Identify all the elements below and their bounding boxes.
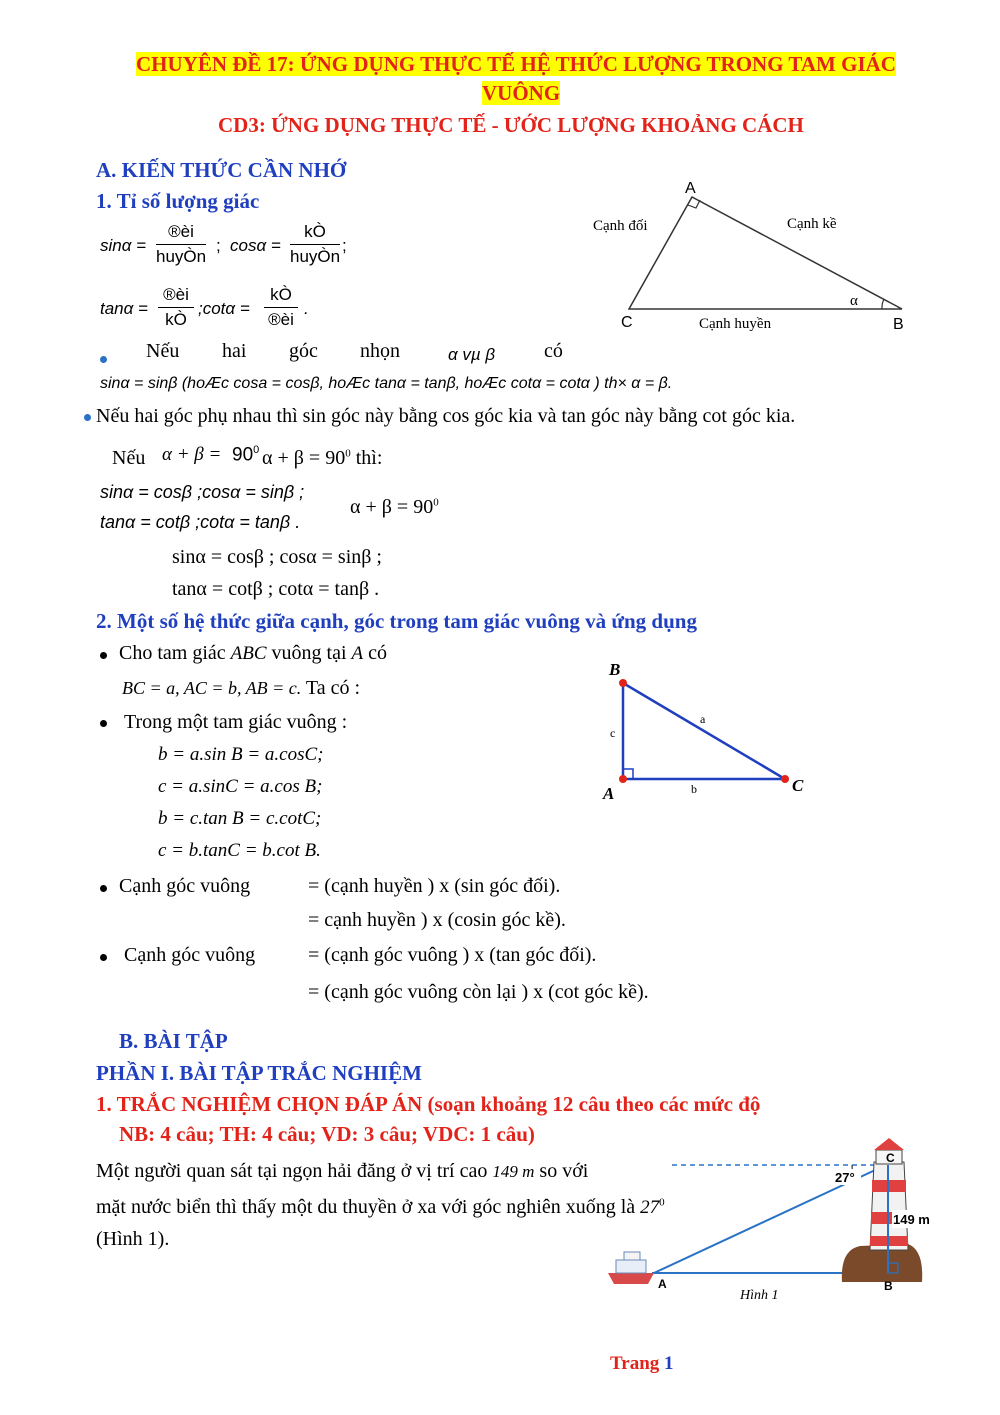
text-alpha-beta: α vµ β: [448, 345, 496, 364]
figure-lighthouse: [590, 1132, 940, 1312]
text-co: có: [544, 340, 563, 362]
point-b-label: B: [884, 1279, 893, 1293]
relation-row-4: tanα = cotβ ; cotα = tanβ .: [172, 578, 380, 600]
text-neu: Nếu: [146, 340, 180, 362]
vertex-a-label: A: [685, 180, 696, 197]
angle-27-label: 27°: [835, 1170, 855, 1185]
hypotenuse-label: Cạnh huyền: [699, 316, 772, 332]
vertex-a-label: A: [603, 784, 615, 803]
fraction-sin: ®èi huyÒn: [156, 222, 207, 266]
bullet: [84, 414, 91, 421]
relation-c-sin: c = a.sinC = a.cos B;: [158, 776, 323, 797]
side-a-label: a: [700, 712, 706, 726]
period: .: [304, 299, 309, 318]
triangle-given: Cho tam giác ABC vuông tại A có: [119, 642, 388, 664]
vertex-b-label: B: [609, 660, 621, 679]
text-nhon: nhọn: [360, 340, 400, 362]
bullet: [100, 954, 107, 961]
vertex-b-label: B: [893, 316, 904, 333]
separator: ;: [216, 236, 221, 255]
right-triangle-intro: Trong một tam giác vuông :: [124, 711, 348, 733]
relation-b-sin: b = a.sin B = a.cosC;: [158, 744, 324, 765]
complement-statement: Nếu hai góc phụ nhau thì sin góc này bằng cos góc kia và tan góc này bằng cot góc kia.: [96, 405, 796, 427]
multiple-choice-levels: NB: 4 câu; TH: 4 câu; VD: 3 câu; VDC: 1 câu): [119, 1122, 535, 1146]
vertex-c-label: C: [792, 776, 804, 795]
section-subtitle: CD3: ỨNG DỤNG THỰC TẾ - ƯỚC LƯỢNG KHOẢNG CÁCH: [218, 113, 804, 137]
subsection-1-title: 1. Tỉ số lượng giác: [96, 189, 260, 213]
leg-rule-2-label: Cạnh góc vuông: [124, 944, 256, 966]
problem-line-3: (Hình 1).: [96, 1228, 170, 1250]
problem-line-2: mặt nước biển thì thấy một du thuyền ở xa với góc nghiên xuống là $27^0$: [96, 1196, 665, 1218]
fraction-cos: kÒ huyÒn: [290, 222, 341, 266]
leg-rule-1-label: Cạnh góc vuông: [119, 875, 251, 897]
bullet: [100, 356, 107, 363]
relation-b-tan: b = c.tan B = c.cotC;: [158, 808, 322, 829]
part-1-title: PHẦN I. BÀI TẬP TRẮC NGHIỆM: [96, 1061, 422, 1085]
leg-rule-1a: = (cạnh huyền ) x (sin góc đối).: [308, 875, 561, 897]
alpha-angle-label: α: [850, 293, 858, 309]
point-c-label: C: [886, 1151, 895, 1165]
page-footer: Trang 1: [610, 1353, 674, 1374]
relation-row-1: sinα = cosβ ;cosα = sinβ ;: [100, 482, 305, 502]
chapter-title-line1: CHUYÊN ĐỀ 17: ỨNG DỤNG THỰC TẾ HỆ THỨC LƯỢNG TRONG TAM GIÁC: [136, 52, 896, 76]
chapter-title-line2: VUÔNG: [482, 81, 561, 105]
subsection-2-title: 2. Một số hệ thức giữa cạnh, góc trong tam giác vuông và ứng dụng: [96, 609, 697, 633]
ninety-value: $90^0$: [232, 444, 260, 466]
formula-sin-label: sinα =: [100, 236, 147, 255]
bullet: [100, 720, 107, 727]
relation-c-tan: c = b.tanC = b.cot B.: [158, 840, 321, 861]
leg-rule-2a: = (cạnh góc vuông ) x (tan góc đối).: [308, 944, 597, 966]
relation-side: $\alpha + \beta = 90^0$: [350, 496, 439, 518]
figure-trig-ratio-triangle: [585, 175, 915, 340]
adjacent-side-label: Cạnh kề: [787, 216, 837, 232]
relation-row-2: tanα = cotβ ;cotα = tanβ .: [100, 512, 301, 532]
text-goc: góc: [289, 340, 318, 362]
relation-row-3: sinα = cosβ ; cosα = sinβ ;: [172, 546, 382, 568]
fraction-cot: kÒ ®èi: [264, 285, 298, 330]
section-a-title: A. KIẾN THỨC CẦN NHỚ: [96, 158, 347, 182]
fraction-tan: ®èi kÒ: [158, 285, 194, 330]
formula-cos-label: cosα =: [230, 236, 281, 255]
sum-expression: α + β =: [162, 444, 222, 465]
opposite-side-label: Cạnh đối: [593, 218, 648, 234]
problem-line-1: Một người quan sát tại ngọn hải đăng ở vị trí cao 149 m so với: [96, 1160, 589, 1182]
equality-line: sinα = sinβ (hoÆc cosa = cosβ, hoÆc tanα = tanβ, hoÆc cotα = cotα ) th× α = β.: [100, 375, 673, 392]
section-b-title: B. BÀI TẬP: [119, 1029, 228, 1053]
triangle-sides: BC = a, AC = b, AB = c. Ta có :: [122, 677, 361, 699]
sum-tail: $\alpha + \beta = 90^0$ thì:: [262, 447, 383, 469]
bullet: [100, 885, 107, 892]
side-b-label: b: [691, 782, 697, 796]
vertex-c-label: C: [621, 314, 633, 331]
leg-rule-1b: = cạnh huyền ) x (cosin góc kề).: [308, 909, 566, 931]
formula-tan-label: tanα =: [100, 299, 148, 318]
point-a-label: A: [658, 1277, 667, 1291]
separator: ;: [342, 236, 347, 255]
figure-caption: Hình 1: [740, 1288, 779, 1303]
multiple-choice-heading: 1. TRẮC NGHIỆM CHỌN ĐÁP ÁN (soạn khoảng 12 câu theo các mức độ: [96, 1092, 761, 1116]
text-hai: hai: [222, 340, 247, 362]
text-neu2: Nếu: [112, 447, 146, 469]
figure-right-triangle-abc: [595, 655, 815, 805]
bullet: [100, 652, 107, 659]
side-c-label: c: [610, 726, 616, 740]
formula-cot-label: ;cotα =: [198, 299, 250, 318]
leg-rule-2b: = (cạnh góc vuông còn lại ) x (cot góc kề).: [308, 981, 649, 1003]
height-149m-label: 149 m: [893, 1212, 930, 1227]
